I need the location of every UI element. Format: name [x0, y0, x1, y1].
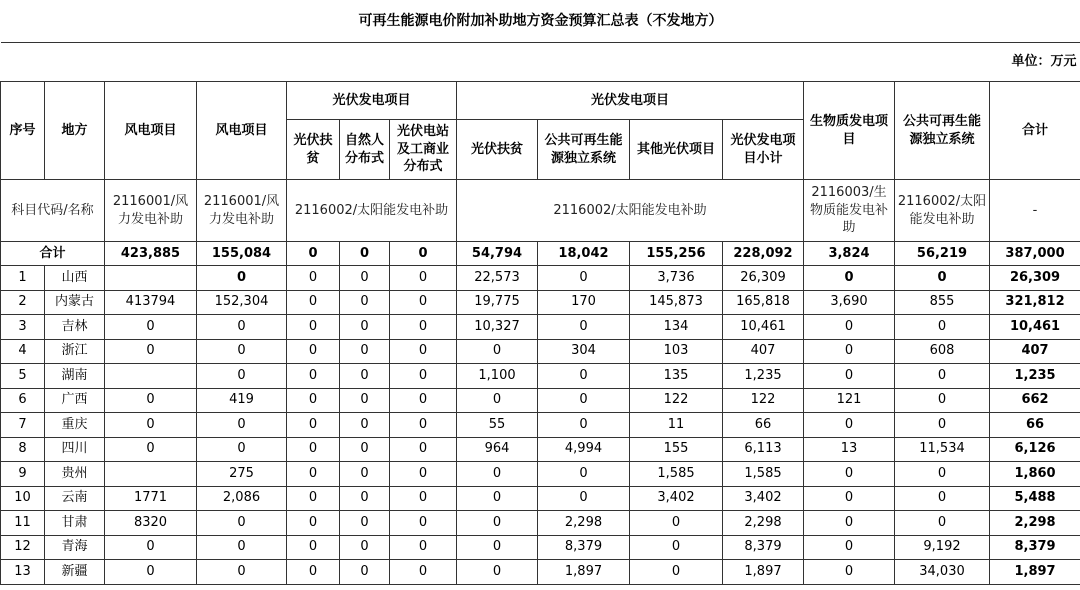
- table-cell: 0: [287, 462, 340, 487]
- row-seq: 8: [1, 437, 45, 462]
- row-region: 云南: [45, 486, 105, 511]
- table-cell: 8,379: [538, 535, 630, 560]
- table-cell: 0: [804, 462, 895, 487]
- table-cell: 152,304: [197, 290, 287, 315]
- row-seq: 11: [1, 511, 45, 536]
- total-row: [1, 242, 1080, 266]
- table-cell: 0: [390, 437, 457, 462]
- header-sub-pv-poverty-2: 光伏扶贫: [457, 120, 538, 180]
- table-cell: 0: [390, 560, 457, 585]
- table-cell: 0: [538, 364, 630, 389]
- table-cell: 0: [287, 339, 340, 364]
- row-region: 山西: [45, 266, 105, 291]
- row-total-cell: 10,461: [990, 315, 1080, 340]
- row-seq: 4: [1, 339, 45, 364]
- table-cell: 135: [630, 364, 723, 389]
- table-cell: 0: [340, 462, 390, 487]
- row-seq: 6: [1, 388, 45, 413]
- table-cell: 0: [197, 364, 287, 389]
- table-cell: 0: [197, 511, 287, 536]
- table-row: [1, 266, 1080, 291]
- table-cell: 3,736: [630, 266, 723, 291]
- table-cell: 0: [340, 315, 390, 340]
- table-cell: 165,818: [723, 290, 804, 315]
- table-title: 可再生能源电价附加补助地方资金预算汇总表（不发地方）: [1, 0, 1080, 43]
- table-cell: 26,309: [723, 266, 804, 291]
- table-cell: 0: [804, 413, 895, 438]
- row-region: 广西: [45, 388, 105, 413]
- table-cell: 56,219: [895, 242, 990, 266]
- row-region: 甘肃: [45, 511, 105, 536]
- table-cell: 11,534: [895, 437, 990, 462]
- table-cell: 0: [340, 486, 390, 511]
- code-wind-1: 2116001/风力发电补助: [105, 180, 197, 242]
- row-total-cell: 407: [990, 339, 1080, 364]
- table-cell: 0: [287, 413, 340, 438]
- row-total-cell: 2,298: [990, 511, 1080, 536]
- table-cell: 0: [630, 511, 723, 536]
- row-seq: 2: [1, 290, 45, 315]
- table-cell: 0: [340, 364, 390, 389]
- table-cell: 1,585: [723, 462, 804, 487]
- table-cell: 304: [538, 339, 630, 364]
- table-cell: 0: [340, 339, 390, 364]
- table-cell: 0: [804, 339, 895, 364]
- table-cell: 145,873: [630, 290, 723, 315]
- table-row: [1, 486, 1080, 511]
- row-seq: 9: [1, 462, 45, 487]
- row-seq: 5: [1, 364, 45, 389]
- table-cell: 0: [804, 315, 895, 340]
- table-cell: 3,824: [804, 242, 895, 266]
- table-cell: 134: [630, 315, 723, 340]
- table-cell: 0: [538, 413, 630, 438]
- table-cell: 419: [197, 388, 287, 413]
- header-seq: 序号: [1, 82, 45, 180]
- table-cell: 1771: [105, 486, 197, 511]
- table-cell: 19,775: [457, 290, 538, 315]
- table-cell: 2,298: [723, 511, 804, 536]
- table-cell: 0: [340, 290, 390, 315]
- table-row: [1, 339, 1080, 364]
- table-cell: 0: [895, 413, 990, 438]
- table-cell: 0: [340, 413, 390, 438]
- table-cell: 0: [197, 413, 287, 438]
- row-region: 内蒙古: [45, 290, 105, 315]
- table-cell: 0: [630, 535, 723, 560]
- table-cell: 0: [340, 535, 390, 560]
- table-cell: 1,100: [457, 364, 538, 389]
- table-row: [1, 437, 1080, 462]
- code-public-re: 2116002/太阳能发电补助: [895, 180, 990, 242]
- table-cell: 0: [895, 315, 990, 340]
- table-cell: 0: [457, 339, 538, 364]
- table-cell: 0: [287, 437, 340, 462]
- total-label: 合计: [1, 242, 105, 266]
- table-cell: 0: [287, 364, 340, 389]
- table-cell: 964: [457, 437, 538, 462]
- table-cell: 6,113: [723, 437, 804, 462]
- table-cell: 122: [630, 388, 723, 413]
- table-cell: 0: [390, 535, 457, 560]
- table-cell: 0: [804, 535, 895, 560]
- table-cell: 11: [630, 413, 723, 438]
- table-cell: 0: [287, 511, 340, 536]
- table-cell: 13: [804, 437, 895, 462]
- code-row-label: 科目代码/名称: [1, 180, 105, 242]
- table-cell: 0: [105, 339, 197, 364]
- table-row: [1, 388, 1080, 413]
- header-total: 合计: [990, 82, 1080, 180]
- table-row: [1, 511, 1080, 536]
- table-cell: 0: [895, 511, 990, 536]
- header-wind-1: 风电项目: [105, 82, 197, 180]
- table-cell: 0: [197, 315, 287, 340]
- row-total-cell: 5,488: [990, 486, 1080, 511]
- table-cell: 103: [630, 339, 723, 364]
- table-cell: 0: [804, 364, 895, 389]
- table-row: [1, 364, 1080, 389]
- table-cell: 0: [287, 290, 340, 315]
- header-region: 地方: [45, 82, 105, 180]
- header-sub-pv-poverty-1: 光伏扶贫: [287, 120, 340, 180]
- table-cell: 0: [105, 560, 197, 585]
- row-total-cell: 6,126: [990, 437, 1080, 462]
- table-cell: 0: [390, 290, 457, 315]
- table-cell: 0: [538, 486, 630, 511]
- row-seq: 3: [1, 315, 45, 340]
- row-total-cell: 1,860: [990, 462, 1080, 487]
- table-cell: 0: [390, 339, 457, 364]
- table-cell: 0: [804, 511, 895, 536]
- table-row: [1, 413, 1080, 438]
- header-public-re-system: 公共可再生能源独立系统: [895, 82, 990, 180]
- table-cell: 0: [390, 413, 457, 438]
- table-cell: 170: [538, 290, 630, 315]
- table-cell: 0: [287, 560, 340, 585]
- row-region: 浙江: [45, 339, 105, 364]
- header-pv-group-2: 光伏发电项目: [457, 82, 804, 120]
- table-cell: 0: [538, 388, 630, 413]
- table-cell: 0: [340, 560, 390, 585]
- table-cell: 387,000: [990, 242, 1080, 266]
- table-cell: 55: [457, 413, 538, 438]
- table-cell: 0: [390, 266, 457, 291]
- table-cell: 0: [895, 462, 990, 487]
- table-cell: 0: [457, 462, 538, 487]
- code-pv-2: 2116002/太阳能发电补助: [457, 180, 804, 242]
- table-cell: 0: [287, 315, 340, 340]
- table-cell: 155,256: [630, 242, 723, 266]
- header-sub-pv-station: 光伏电站及工商业分布式: [390, 120, 457, 180]
- row-region: 重庆: [45, 413, 105, 438]
- unit-label: 单位：万元: [1, 43, 1080, 82]
- table-cell: 0: [390, 315, 457, 340]
- row-seq: 13: [1, 560, 45, 585]
- table-cell: 0: [340, 242, 390, 266]
- table-cell: 0: [340, 266, 390, 291]
- table-cell: 0: [538, 462, 630, 487]
- row-seq: 12: [1, 535, 45, 560]
- row-total-cell: 26,309: [990, 266, 1080, 291]
- table-cell: 0: [105, 413, 197, 438]
- table-cell: 275: [197, 462, 287, 487]
- table-cell: 0: [457, 388, 538, 413]
- table-cell: 2,298: [538, 511, 630, 536]
- table-cell: 66: [723, 413, 804, 438]
- table-cell: 0: [895, 364, 990, 389]
- table-cell: 9,192: [895, 535, 990, 560]
- header-pv-group-1: 光伏发电项目: [287, 82, 457, 120]
- table-cell: 0: [197, 560, 287, 585]
- table-cell: 54,794: [457, 242, 538, 266]
- table-row: [1, 315, 1080, 340]
- table-cell: 1,897: [723, 560, 804, 585]
- table-cell: 3,690: [804, 290, 895, 315]
- header-biomass: 生物质发电项目: [804, 82, 895, 180]
- code-wind-2: 2116001/风力发电补助: [197, 180, 287, 242]
- table-cell: 0: [538, 315, 630, 340]
- table-cell: 22,573: [457, 266, 538, 291]
- table-cell: 0: [340, 437, 390, 462]
- row-seq: 1: [1, 266, 45, 291]
- table-cell: 0: [457, 486, 538, 511]
- table-row: [1, 290, 1080, 315]
- table-cell: 8320: [105, 511, 197, 536]
- row-seq: 10: [1, 486, 45, 511]
- table-cell: 0: [340, 511, 390, 536]
- table-cell: 0: [804, 486, 895, 511]
- code-pv-1: 2116002/太阳能发电补助: [287, 180, 457, 242]
- table-cell: 0: [340, 388, 390, 413]
- row-total-cell: 8,379: [990, 535, 1080, 560]
- code-biomass: 2116003/生物质能发电补助: [804, 180, 895, 242]
- code-total: -: [990, 180, 1080, 242]
- table-cell: 0: [804, 266, 895, 291]
- header-sub-public-re: 公共可再生能源独立系统: [538, 120, 630, 180]
- table-cell: 155,084: [197, 242, 287, 266]
- table-cell: 0: [197, 266, 287, 291]
- table-cell: 0: [197, 339, 287, 364]
- table-cell: 1,585: [630, 462, 723, 487]
- table-row: [1, 462, 1080, 487]
- table-cell: 0: [457, 511, 538, 536]
- row-region: 四川: [45, 437, 105, 462]
- table-cell: 0: [105, 437, 197, 462]
- table-cell: 0: [895, 388, 990, 413]
- row-total-cell: 662: [990, 388, 1080, 413]
- row-total-cell: 321,812: [990, 290, 1080, 315]
- table-cell: 413794: [105, 290, 197, 315]
- row-seq: 7: [1, 413, 45, 438]
- table-cell: 0: [105, 315, 197, 340]
- table-cell: 608: [895, 339, 990, 364]
- table-cell: 0: [390, 511, 457, 536]
- row-region: 青海: [45, 535, 105, 560]
- row-region: 贵州: [45, 462, 105, 487]
- header-sub-pv-subtotal: 光伏发电项目小计: [723, 120, 804, 180]
- table-cell: 0: [630, 560, 723, 585]
- table-cell: 0: [538, 266, 630, 291]
- table-cell: 10,461: [723, 315, 804, 340]
- table-cell: 0: [105, 388, 197, 413]
- table-cell: 34,030: [895, 560, 990, 585]
- header-sub-other-pv: 其他光伏项目: [630, 120, 723, 180]
- table-cell: 0: [895, 486, 990, 511]
- table-cell: 0: [457, 560, 538, 585]
- table-row: [1, 535, 1080, 560]
- table-cell: 8,379: [723, 535, 804, 560]
- table-cell: 3,402: [723, 486, 804, 511]
- table-cell: 10,327: [457, 315, 538, 340]
- table-cell: 228,092: [723, 242, 804, 266]
- table-cell: 0: [197, 437, 287, 462]
- table-cell: 423,885: [105, 242, 197, 266]
- table-cell: 0: [287, 388, 340, 413]
- table-cell: 0: [287, 486, 340, 511]
- table-cell: 0: [804, 560, 895, 585]
- table-cell: 0: [105, 535, 197, 560]
- table-cell: [105, 266, 197, 291]
- table-cell: 155: [630, 437, 723, 462]
- table-cell: 18,042: [538, 242, 630, 266]
- row-region: 新疆: [45, 560, 105, 585]
- table-cell: [105, 364, 197, 389]
- header-sub-natural-person: 自然人分布式: [340, 120, 390, 180]
- table-cell: 0: [390, 388, 457, 413]
- table-cell: 3,402: [630, 486, 723, 511]
- row-region: 吉林: [45, 315, 105, 340]
- table-cell: 0: [287, 535, 340, 560]
- table-cell: 855: [895, 290, 990, 315]
- table-cell: 0: [197, 535, 287, 560]
- table-cell: 0: [287, 266, 340, 291]
- table-cell: 0: [895, 266, 990, 291]
- table-cell: 122: [723, 388, 804, 413]
- table-cell: 407: [723, 339, 804, 364]
- table-cell: 0: [457, 535, 538, 560]
- table-cell: 0: [390, 486, 457, 511]
- table-cell: 1,897: [538, 560, 630, 585]
- row-total-cell: 1,897: [990, 560, 1080, 585]
- table-cell: 0: [390, 242, 457, 266]
- table-cell: [105, 462, 197, 487]
- row-region: 湖南: [45, 364, 105, 389]
- table-cell: 0: [390, 462, 457, 487]
- table-cell: 4,994: [538, 437, 630, 462]
- table-row: [1, 560, 1080, 585]
- table-cell: 1,235: [723, 364, 804, 389]
- header-wind-2: 风电项目: [197, 82, 287, 180]
- table-cell: 2,086: [197, 486, 287, 511]
- table-cell: 0: [287, 242, 340, 266]
- row-total-cell: 66: [990, 413, 1080, 438]
- table-cell: 0: [390, 364, 457, 389]
- row-total-cell: 1,235: [990, 364, 1080, 389]
- table-cell: 121: [804, 388, 895, 413]
